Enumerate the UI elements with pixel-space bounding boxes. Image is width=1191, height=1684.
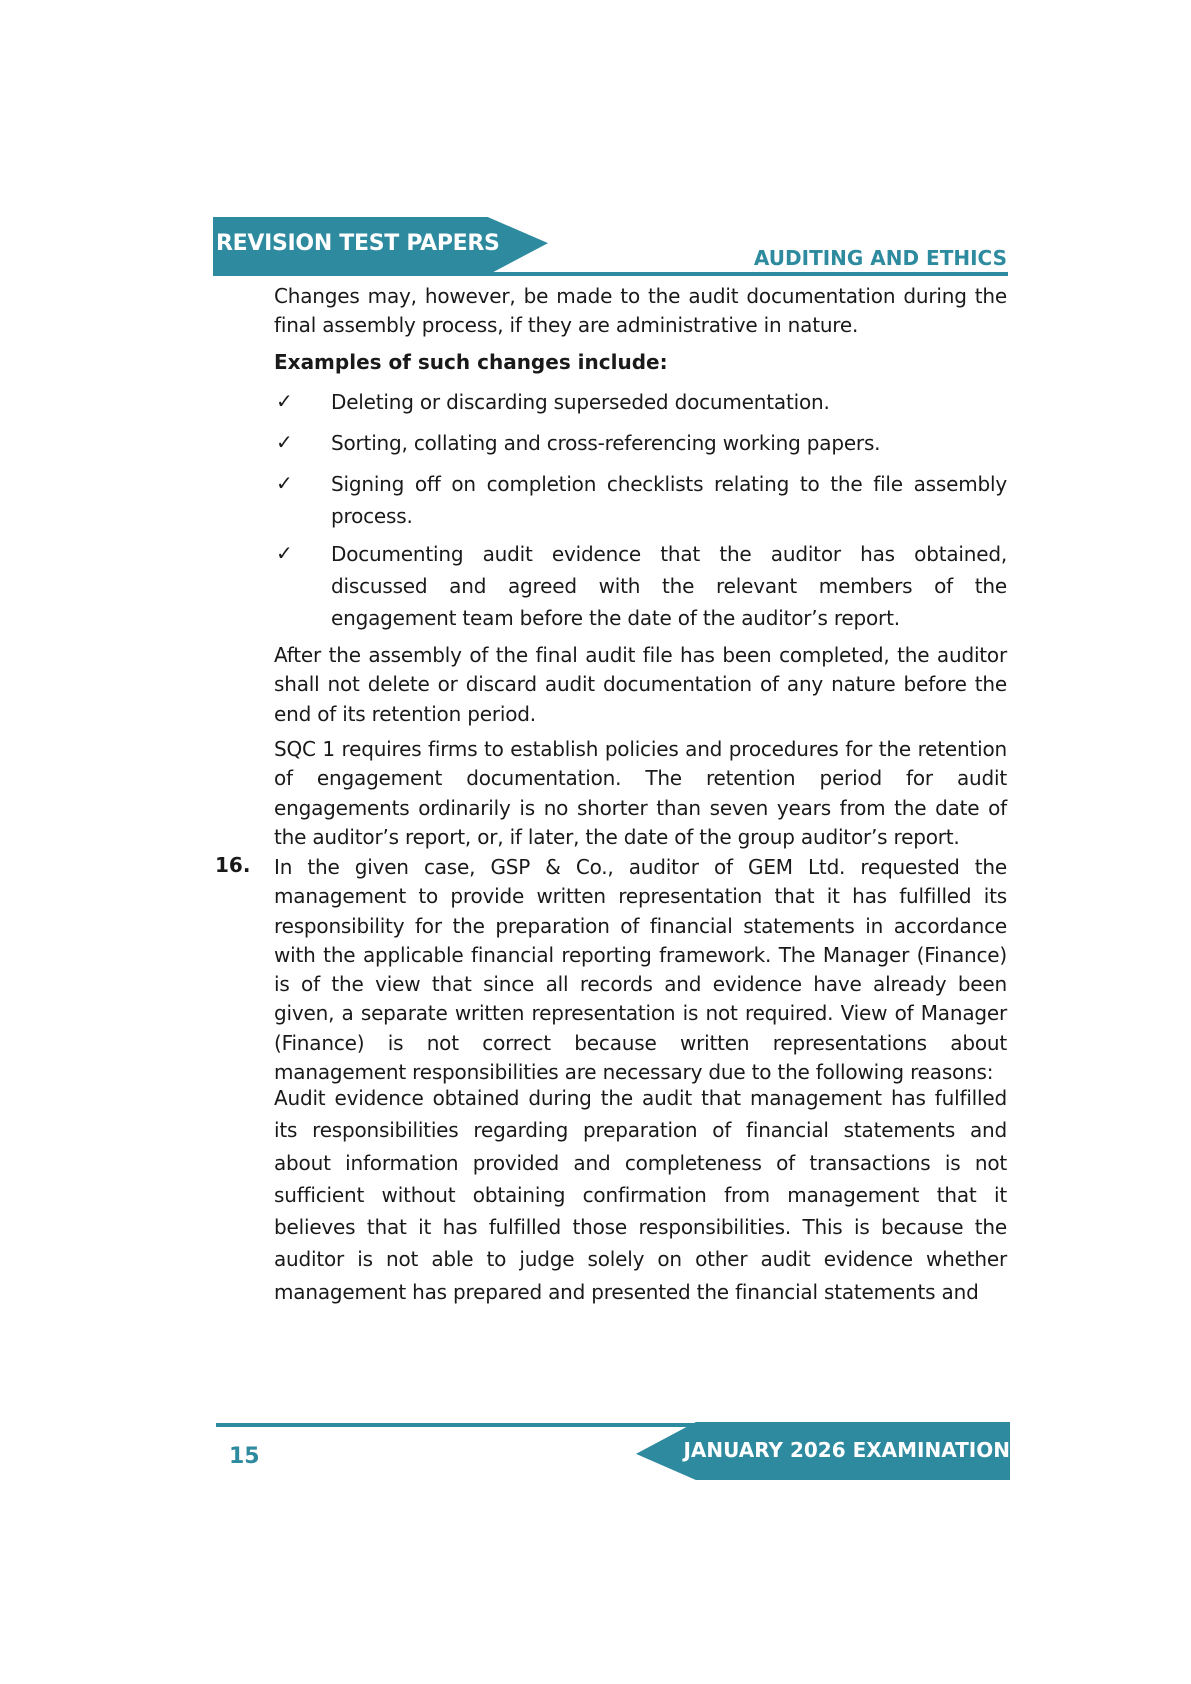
after-assembly-text: After the assembly of the final audit file has been completed, the auditor shall not delete or discard audit documentation of any nature before the end of its retention period. bbox=[274, 643, 1007, 726]
answer-paragraph-2-text: Audit evidence obtained during the audit that management has fulfilled its responsibilities regarding preparation of financial statements and about information provided and completeness of transactions is not sufficient without obtaining confirmation from management that it believes that it has fulfilled those responsibilities. This is because the auditor is not able to judge solely on other audit evidence whether management has prepared and presented the financial statements and bbox=[274, 1086, 1007, 1304]
examples-heading: Examples of such changes include: bbox=[274, 350, 668, 374]
list-item: Deleting or discarding superseded documentation. bbox=[331, 390, 830, 414]
question-number: 16. bbox=[215, 853, 251, 877]
checkmark-icon: ✓ bbox=[276, 389, 293, 413]
header-subject: AUDITING AND ETHICS bbox=[753, 246, 1007, 270]
intro-paragraph bbox=[274, 282, 1007, 341]
header-badge-label: REVISION TEST PAPERS bbox=[216, 231, 500, 256]
answer-paragraph-1 bbox=[274, 853, 1007, 1087]
checkmark-icon: ✓ bbox=[276, 471, 293, 495]
after-assembly-paragraph bbox=[274, 641, 1007, 729]
checkmark-icon: ✓ bbox=[276, 430, 293, 454]
footer-exam-label: JANUARY 2026 EXAMINATION bbox=[683, 1438, 1010, 1462]
answer-paragraph-1-text: In the given case, GSP & Co., auditor of GEM Ltd. requested the management to provide written representation that it has fulfilled its responsibility for the preparation of financial statements in accordance with the applicable financial reporting framework. The Manager (Finance) is of the view that since all records and evidence have already been given, a separate written representation is not required. View of Manager (Finance) is not correct because written representations about management responsibilities are necessary due to the following reasons: bbox=[274, 855, 1007, 1085]
page-number: 15 bbox=[229, 1444, 260, 1469]
list-item: Signing off on completion checklists relating to the file assembly process. bbox=[331, 472, 1007, 528]
list-item: Sorting, collating and cross-referencing working papers. bbox=[331, 431, 881, 455]
answer-paragraph-2 bbox=[274, 1082, 1007, 1308]
sqc-text: SQC 1 requires firms to establish policies and procedures for the retention of engagement documentation. The retention period for audit engagements ordinarily is no shorter than seven years from the date of the auditor’s report, or, if later, the date of the group auditor’s report. bbox=[274, 737, 1007, 849]
list-item: Documenting audit evidence that the auditor has obtained, discussed and agreed with the relevant members of the engagement team before the date of the auditor’s report. bbox=[331, 542, 1007, 630]
sqc-paragraph bbox=[274, 735, 1007, 852]
intro-paragraph-text: Changes may, however, be made to the audit documentation during the final assembly process, if they are administrative in nature. bbox=[274, 284, 1007, 338]
checkmark-icon: ✓ bbox=[276, 541, 293, 565]
